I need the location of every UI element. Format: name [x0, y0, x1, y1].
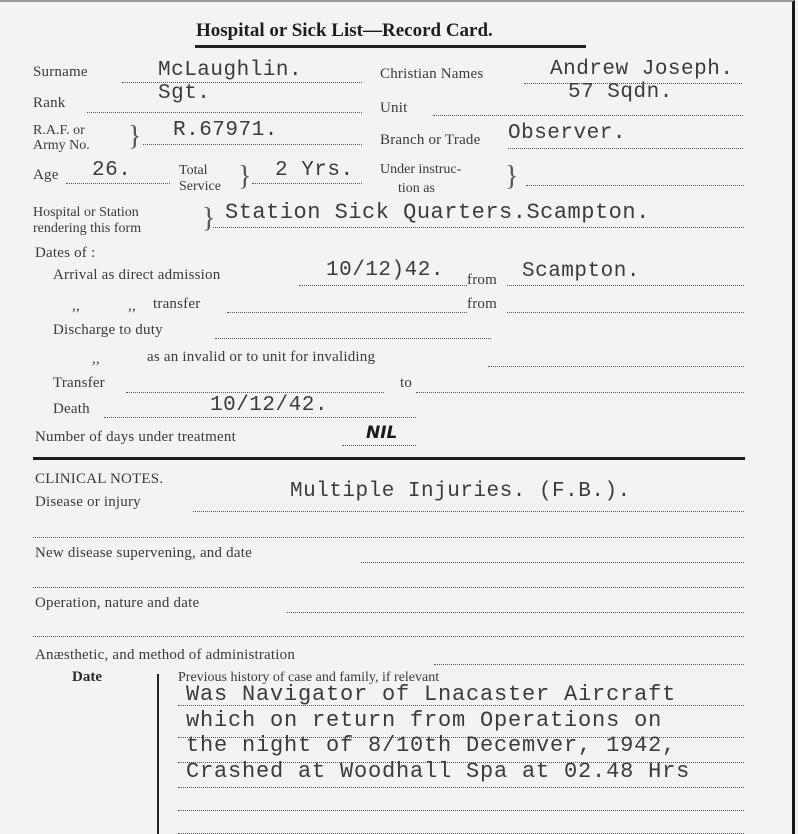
discharge-invalid-ditto: ,,: [92, 351, 100, 367]
hospital-line: [213, 227, 744, 228]
dates-heading: Dates of :: [35, 245, 96, 261]
anaesthetic-label: Anæsthetic, and method of administration: [35, 647, 296, 663]
arrival-transfer-label: transfer: [153, 296, 201, 312]
total-service-value: 2 Yrs.: [275, 159, 354, 182]
clinical-heading: CLINICAL NOTES.: [35, 471, 164, 487]
history-line-5: [178, 810, 744, 811]
operation-line-2: [33, 636, 744, 637]
history-header: Previous history of case and family, if relevant: [178, 670, 440, 685]
death-label: Death: [53, 401, 90, 417]
arrival-direct-from-line: [507, 285, 744, 286]
rank-value: Sgt.: [158, 82, 211, 105]
arrival-transfer-ditto-1: ,,: [72, 298, 80, 314]
total-service-label-1: Total: [179, 163, 208, 178]
service-no-label-2: Army No.: [33, 138, 90, 153]
hospital-label-2: rendering this form: [33, 221, 142, 236]
surname-value: McLaughlin.: [158, 59, 303, 82]
surname-label: Surname: [33, 64, 88, 80]
hospital-label-1: Hospital or Station: [33, 205, 139, 220]
history-text-line-3: the night of 8/10th Decemver, 1942,: [186, 733, 677, 758]
branch-line: [508, 148, 743, 149]
branch-label: Branch or Trade: [380, 132, 481, 148]
transfer-to-label: to: [400, 375, 413, 391]
history-text-line-4: Crashed at Woodhall Spa at 02.48 Hrs: [186, 759, 691, 784]
transfer-label: Transfer: [53, 375, 105, 391]
unit-value: 57 Sqdn.: [568, 81, 673, 104]
operation-label: Operation, nature and date: [35, 595, 200, 611]
new-disease-label: New disease supervening, and date: [35, 545, 252, 561]
days-treatment-line: [342, 445, 416, 446]
under-instruction-brace: }: [505, 161, 519, 192]
age-line: [66, 183, 170, 184]
hospital-brace: }: [202, 203, 216, 234]
death-value: 10/12/42.: [210, 394, 328, 417]
arrival-transfer-ditto-2: ,,: [128, 298, 136, 314]
service-no-brace: }: [128, 121, 142, 152]
discharge-invalid-label: as an invalid or to unit for invaliding: [147, 349, 376, 365]
rank-line: [87, 112, 362, 113]
new-disease-line: [361, 562, 744, 563]
anaesthetic-line: [434, 664, 744, 665]
history-text-line-2: which on return from Operations on: [186, 708, 663, 733]
document-title: Hospital or Sick List—Record Card.: [196, 20, 493, 41]
discharge-duty-line: [215, 338, 491, 339]
arrival-transfer-line: [227, 312, 467, 313]
days-treatment-value: NIL: [366, 423, 398, 443]
service-no-value: R.67971.: [173, 119, 278, 142]
branch-value: Observer.: [508, 122, 626, 145]
arrival-direct-from-value: Scampton.: [522, 260, 640, 283]
total-service-line: [252, 183, 362, 184]
transfer-to-line: [416, 392, 744, 393]
unit-label: Unit: [380, 100, 408, 116]
unit-line: [433, 115, 743, 116]
arrival-transfer-from-line: [507, 312, 744, 313]
age-value: 26.: [92, 159, 132, 182]
arrival-direct-label: Arrival as direct admission: [53, 267, 221, 283]
arrival-direct-value: 10/12)42.: [326, 259, 444, 282]
christian-names-value: Andrew Joseph.: [550, 58, 734, 81]
days-treatment-label: Number of days under treatment: [35, 429, 236, 445]
disease-label: Disease or injury: [35, 494, 141, 510]
disease-value: Multiple Injuries. (F.B.).: [290, 480, 631, 503]
date-column-header: Date: [72, 669, 102, 685]
history-line-4: [178, 787, 744, 788]
operation-line: [287, 612, 744, 613]
disease-line-2: [33, 537, 744, 538]
christian-names-label: Christian Names: [380, 66, 484, 82]
under-instruction-label-1: Under instruc-: [380, 162, 462, 177]
disease-line: [193, 511, 744, 512]
history-text-line-1: Was Navigator of Lnacaster Aircraft: [186, 682, 677, 707]
service-no-line: [143, 144, 362, 145]
total-service-brace: }: [238, 161, 252, 192]
arrival-direct-from-label: from: [467, 272, 497, 288]
discharge-invalid-line: [488, 366, 744, 367]
under-instruction-line: [526, 185, 744, 186]
arrival-direct-line: [299, 285, 467, 286]
transfer-line: [126, 392, 384, 393]
title-underline: [195, 45, 586, 48]
death-line: [104, 417, 416, 418]
new-disease-line-2: [33, 587, 744, 588]
hospital-value: Station Sick Quarters.Scampton.: [225, 200, 650, 225]
discharge-duty-label: Discharge to duty: [53, 322, 163, 338]
under-instruction-label-2: tion as: [398, 181, 435, 196]
arrival-transfer-from-label: from: [467, 296, 497, 312]
service-no-label-1: R.A.F. or: [33, 123, 85, 138]
age-label: Age: [33, 167, 59, 183]
column-divider: [157, 674, 159, 834]
total-service-label-2: Service: [179, 179, 221, 194]
section-divider: [33, 457, 745, 460]
rank-label: Rank: [33, 95, 66, 111]
